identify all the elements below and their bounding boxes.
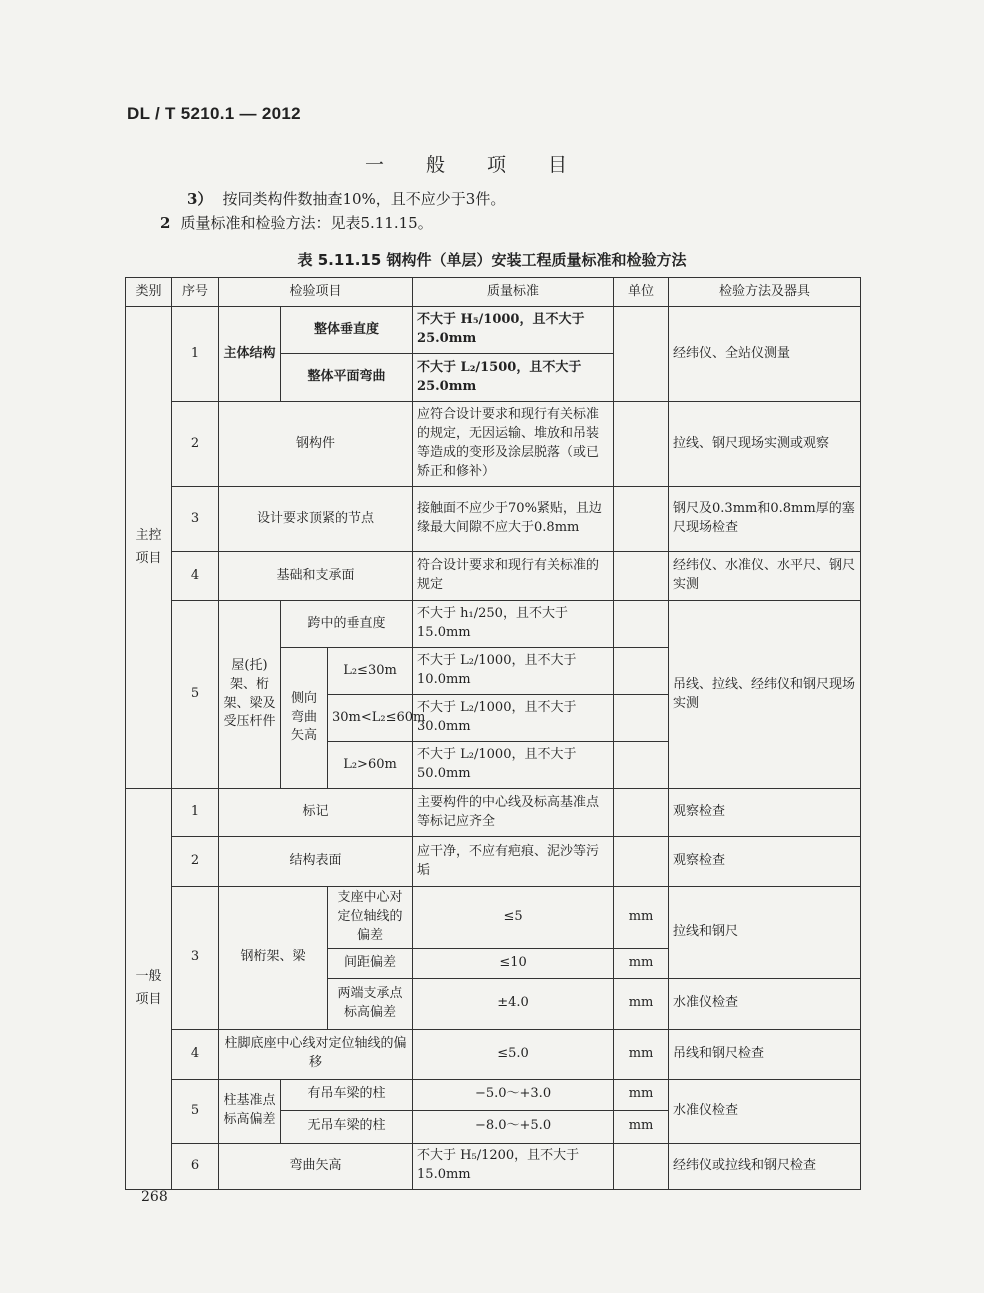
table-row — [126, 402, 861, 487]
standard-text: 主要构件的中心线及标高基准点等标记应齐全 — [413, 789, 614, 837]
row-number: 2 — [172, 837, 219, 887]
method-text: 吊线和钢尺检查 — [669, 1029, 861, 1079]
item-label: 结构表面 — [219, 837, 413, 887]
table-row — [126, 1079, 861, 1110]
col-header: 序号 — [172, 278, 219, 307]
sub-group-label: 侧向弯曲矢高 — [281, 648, 328, 789]
unit-cell — [614, 789, 669, 837]
table-row — [126, 487, 861, 552]
row-number: 4 — [172, 1029, 219, 1079]
unit-cell: mm — [614, 978, 669, 1029]
standard-text: ±4.0 — [413, 978, 614, 1029]
item-label: 设计要求顶紧的节点 — [219, 487, 413, 552]
col-header: 检验方法及器具 — [669, 278, 861, 307]
row-number: 3 — [172, 887, 219, 1030]
item-label: 基础和支承面 — [219, 552, 413, 601]
row-number: 1 — [172, 307, 219, 402]
row-number: 4 — [172, 552, 219, 601]
method-text: 经纬仪、水准仪、水平尺、钢尺实测 — [669, 552, 861, 601]
unit-cell — [614, 695, 669, 742]
table-row — [126, 601, 861, 648]
category-general: 一般项目 — [126, 789, 172, 1190]
unit-cell: mm — [614, 887, 669, 949]
item-number: 3） — [187, 190, 213, 208]
method-text: 观察检查 — [669, 789, 861, 837]
list-item — [187, 188, 505, 209]
category-main: 主控项目 — [126, 307, 172, 789]
table-row — [126, 552, 861, 601]
item-label: 整体垂直度 — [281, 307, 413, 354]
item-number: 2 — [160, 214, 171, 232]
row-number: 2 — [172, 402, 219, 487]
col-header: 质量标准 — [413, 278, 614, 307]
method-text: 经纬仪或拉线和钢尺检查 — [669, 1143, 861, 1189]
quality-standard-table — [125, 277, 861, 1190]
group-label: 柱基准点标高偏差 — [219, 1079, 281, 1143]
unit-cell — [614, 487, 669, 552]
unit-cell: mm — [614, 1029, 669, 1079]
standard-text: 符合设计要求和现行有关标准的规定 — [413, 552, 614, 601]
unit-cell — [614, 742, 669, 789]
item-label: 标记 — [219, 789, 413, 837]
unit-cell — [614, 1143, 669, 1189]
item-text: 质量标准和检验方法：见表5.11.15。 — [180, 214, 433, 232]
standard-text: ≤10 — [413, 948, 614, 978]
method-text: 拉线和钢尺 — [669, 887, 861, 979]
group-label: 主体结构 — [219, 307, 281, 402]
col-header: 类别 — [126, 278, 172, 307]
list-item — [160, 212, 433, 233]
table-row — [126, 307, 861, 354]
standard-text: 不大于 L₂/1000，且不大于50.0mm — [413, 742, 614, 789]
row-number: 5 — [172, 1079, 219, 1143]
col-header: 检验项目 — [219, 278, 413, 307]
item-label: 整体平面弯曲 — [281, 354, 413, 402]
item-label: 无吊车梁的柱 — [281, 1110, 413, 1143]
document-code: DL / T 5210.1 — 2012 — [127, 104, 301, 123]
condition-label: L₂>60m — [328, 742, 413, 789]
standard-text: 不大于 H₅/1000，且不大于25.0mm — [413, 307, 614, 354]
unit-cell — [614, 601, 669, 648]
table-row — [126, 1143, 861, 1189]
item-label: 弯曲矢高 — [219, 1143, 413, 1189]
standard-text: 不大于 H₅/1200，且不大于15.0mm — [413, 1143, 614, 1189]
item-label: 柱脚底座中心线对定位轴线的偏移 — [219, 1029, 413, 1079]
standard-text: 接触面不应少于70%紧贴，且边缘最大间隙不应大于0.8mm — [413, 487, 614, 552]
standard-text: ≤5 — [413, 887, 614, 949]
method-text: 拉线、钢尺现场实测或观察 — [669, 402, 861, 487]
condition-label: 30m<L₂≤60m — [328, 695, 413, 742]
row-number: 1 — [172, 789, 219, 837]
row-number: 5 — [172, 601, 219, 789]
standard-text: ≤5.0 — [413, 1029, 614, 1079]
item-label: 两端支承点标高偏差 — [328, 978, 413, 1029]
unit-cell: mm — [614, 948, 669, 978]
item-label: 跨中的垂直度 — [281, 601, 413, 648]
table-caption: 表 5.11.15 钢构件（单层）安装工程质量标准和检验方法 — [297, 251, 687, 269]
method-text: 吊线、拉线、经纬仪和钢尺现场实测 — [669, 601, 861, 789]
col-header: 单位 — [614, 278, 669, 307]
standard-text: 应干净，不应有疤痕、泥沙等污垢 — [413, 837, 614, 887]
table-row — [126, 789, 861, 837]
unit-cell — [614, 307, 669, 402]
method-text: 观察检查 — [669, 837, 861, 887]
table-header-row — [126, 278, 861, 307]
item-label: 钢构件 — [219, 402, 413, 487]
standard-text: −5.0～+3.0 — [413, 1079, 614, 1110]
page-number: 268 — [141, 1189, 168, 1205]
standard-text: 不大于 L₂/1500，且不大于25.0mm — [413, 354, 614, 402]
group-label: 钢桁架、梁 — [219, 887, 328, 1030]
table-row — [126, 837, 861, 887]
method-text: 水准仪检查 — [669, 1079, 861, 1143]
table-row — [126, 1029, 861, 1079]
table-row — [126, 887, 861, 949]
standard-text: 不大于 L₂/1000，且不大于10.0mm — [413, 648, 614, 695]
condition-label: L₂≤30m — [328, 648, 413, 695]
section-title: 一 般 项 目 — [364, 154, 586, 176]
method-text: 钢尺及0.3mm和0.8mm厚的塞尺现场检查 — [669, 487, 861, 552]
unit-cell — [614, 837, 669, 887]
item-label: 有吊车梁的柱 — [281, 1079, 413, 1110]
unit-cell — [614, 648, 669, 695]
standard-text: 不大于 h₁/250，且不大于15.0mm — [413, 601, 614, 648]
method-text: 经纬仪、全站仪测量 — [669, 307, 861, 402]
standard-text: 应符合设计要求和现行有关标准的规定，无因运输、堆放和吊装等造成的变形及涂层脱落（或已矫正和修补） — [413, 402, 614, 487]
item-label: 支座中心对定位轴线的偏差 — [328, 887, 413, 949]
unit-cell — [614, 402, 669, 487]
item-label: 间距偏差 — [328, 948, 413, 978]
row-number: 3 — [172, 487, 219, 552]
unit-cell — [614, 552, 669, 601]
unit-cell: mm — [614, 1079, 669, 1110]
group-label: 屋(托)架、桁架、梁及受压杆件 — [219, 601, 281, 789]
row-number: 6 — [172, 1143, 219, 1189]
method-text: 水准仪检查 — [669, 978, 861, 1029]
unit-cell: mm — [614, 1110, 669, 1143]
item-text: 按同类构件数抽查10%，且不应少于3件。 — [222, 190, 506, 208]
standard-text: 不大于 L₂/1000，且不大于30.0mm — [413, 695, 614, 742]
standard-text: −8.0～+5.0 — [413, 1110, 614, 1143]
